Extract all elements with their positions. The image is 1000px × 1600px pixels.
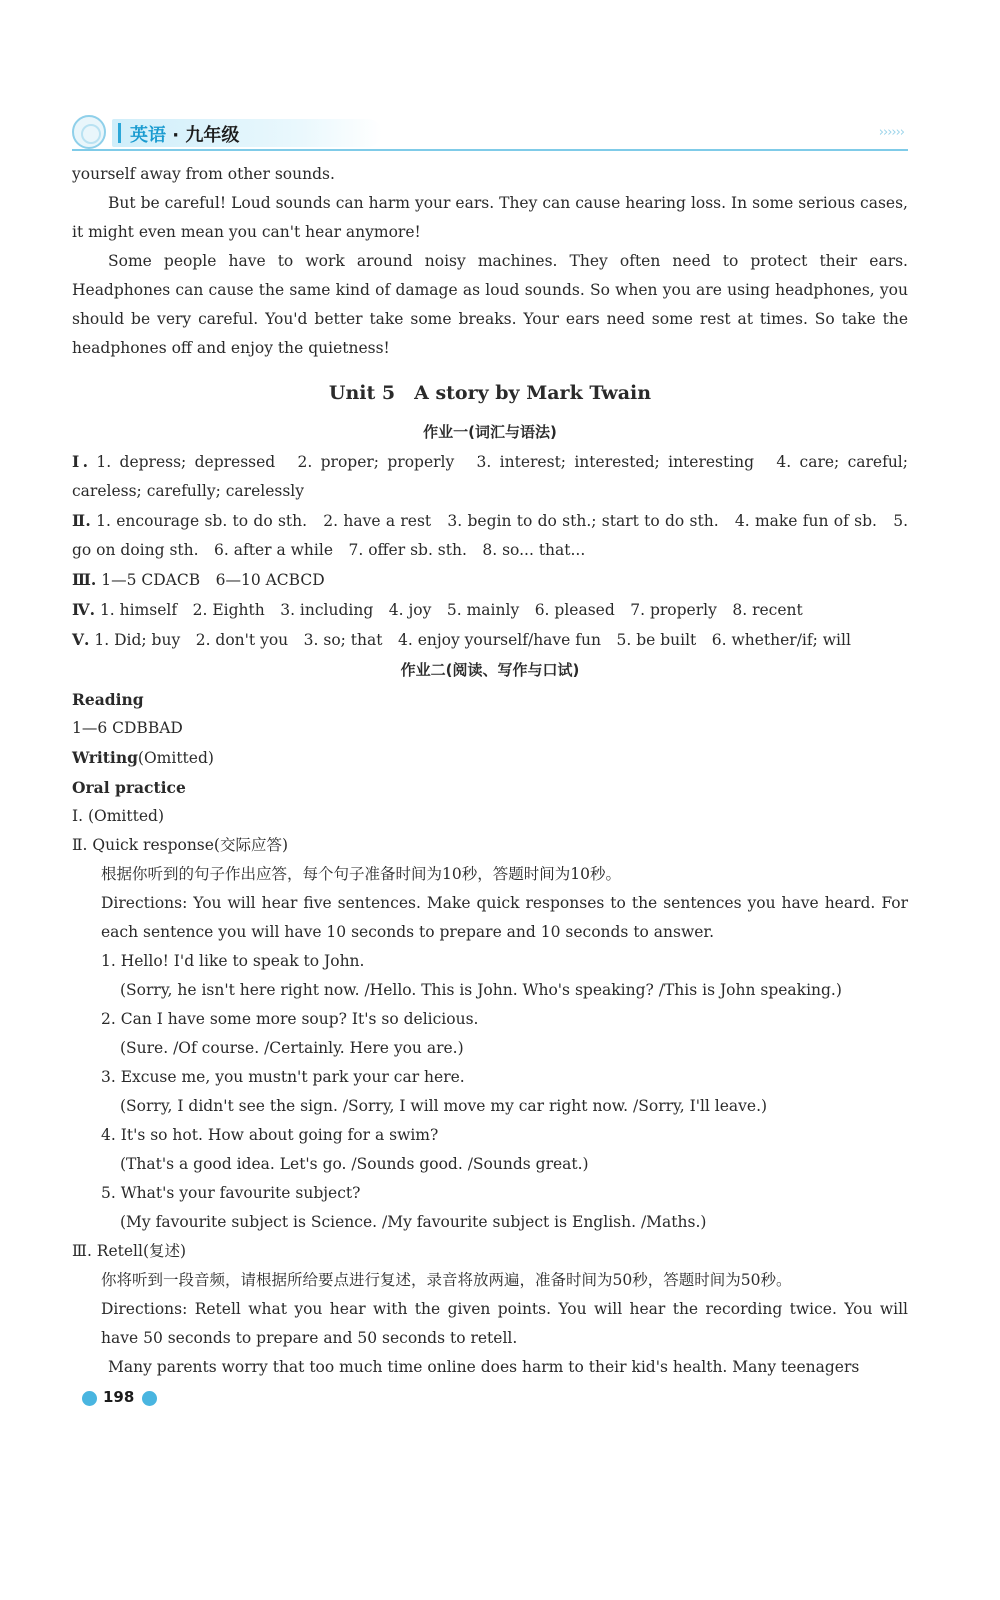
oral-part-3-instructions-cn: 你将听到一段音频，请根据所给要点进行复述，录音将放两遍，准备时间为50秒，答题时间为50秒。 bbox=[101, 1271, 792, 1289]
header-accent-bar bbox=[118, 123, 121, 143]
oral-part-2-title: Ⅱ. Quick response(交际应答) bbox=[72, 836, 289, 854]
header-grade: 九年级 bbox=[185, 125, 240, 146]
homework-2-title: 作业二(阅读、写作与口试) bbox=[400, 661, 580, 679]
item-text: 1—5 CDACB 6—10 ACBCD bbox=[101, 571, 325, 589]
header-circle-icon bbox=[72, 115, 106, 149]
header-subject: 英语 bbox=[130, 125, 166, 146]
item-text: 1. depress; depressed 2. proper; properly 3. interest; interested; interesting 4. care; careful; careless; carefully; carelessly bbox=[72, 453, 908, 500]
item-number: Ⅴ. bbox=[72, 630, 90, 649]
writing-line bbox=[72, 743, 908, 773]
item-number: Ⅲ. bbox=[72, 570, 97, 589]
answer-item bbox=[72, 506, 908, 565]
writing-label: Writing bbox=[72, 748, 138, 767]
response: (That's a good idea. Let's go. /Sounds good. /Sounds great.) bbox=[120, 1155, 589, 1173]
answer-item bbox=[72, 625, 908, 655]
item-number: Ⅱ. bbox=[72, 511, 91, 530]
question: 5. What's your favourite subject? bbox=[101, 1184, 361, 1202]
reading-answers: 1—6 CDBBAD bbox=[72, 719, 183, 737]
header-separator: · bbox=[172, 125, 180, 146]
oral-part-2-directions: Directions: You will hear five sentences. Make quick responses to the sentences you have heard. For each sentence you will have 10 seconds to prepare and 10 seconds to answer. bbox=[101, 894, 908, 941]
oral-part-1: Ⅰ. (Omitted) bbox=[72, 807, 164, 825]
item-text: 1. Did; buy 2. don't you 3. so; that 4. enjoy yourself/have fun 5. be built 6. whether/if; will bbox=[94, 631, 851, 649]
retell-passage: Many parents worry that too much time online does harm to their kid's health. Many teenagers bbox=[108, 1358, 860, 1376]
oral-part-2-instructions-cn: 根据你听到的句子作出应答，每个句子准备时间为10秒，答题时间为10秒。 bbox=[101, 865, 621, 883]
response: (Sorry, he isn't here right now. /Hello. This is John. Who's speaking? /This is John speaking.) bbox=[120, 981, 842, 999]
page-number-dot-icon bbox=[82, 1391, 97, 1406]
header-arrows-icon: ›››››› bbox=[878, 125, 904, 140]
response: (Sure. /Of course. /Certainly. Here you are.) bbox=[120, 1039, 464, 1057]
homework-1-title: 作业一(词汇与语法) bbox=[423, 423, 557, 441]
page-content bbox=[72, 160, 908, 1382]
passage-paragraph: yourself away from other sounds. bbox=[72, 165, 335, 183]
response: (My favourite subject is Science. /My favourite subject is English. /Maths.) bbox=[120, 1213, 707, 1231]
oral-practice-label: Oral practice bbox=[72, 778, 186, 797]
question: 4. It's so hot. How about going for a swim? bbox=[101, 1126, 439, 1144]
oral-part-3-directions: Directions: Retell what you hear with the given points. You will hear the recording twice. You will have 50 seconds to prepare and 50 seconds to retell. bbox=[101, 1300, 908, 1347]
answer-item bbox=[72, 565, 908, 595]
header-rule bbox=[72, 149, 908, 151]
answer-item bbox=[72, 447, 908, 506]
passage-paragraph: But be careful! Loud sounds can harm your ears. They can cause hearing loss. In some serious cases, it might even mean you can't hear anymore! bbox=[72, 194, 908, 241]
item-text: 1. encourage sb. to do sth. 2. have a rest 3. begin to do sth.; start to do sth. 4. make fun of sb. 5. go on doing sth. 6. after a while 7. offer sb. sth. 8. so... that... bbox=[72, 512, 908, 559]
unit-title: Unit 5 A story by Mark Twain bbox=[328, 382, 652, 404]
passage-paragraph: Some people have to work around noisy machines. They often need to protect their ears. Headphones can cause the same kind of damage as loud sounds. So when you are using headphones, you should be very careful. You'd better take some breaks. Your ears need some rest at times. So take the headphones off and enjoy the quietness! bbox=[72, 252, 908, 357]
page-number-text: 198 bbox=[103, 1388, 135, 1406]
answer-item bbox=[72, 595, 908, 625]
reading-label: Reading bbox=[72, 690, 144, 709]
page-number-dot-icon bbox=[142, 1391, 157, 1406]
question: 3. Excuse me, you mustn't park your car here. bbox=[101, 1068, 465, 1086]
question: 2. Can I have some more soup? It's so delicious. bbox=[101, 1010, 479, 1028]
header-title bbox=[130, 121, 239, 147]
oral-part-3-title: Ⅲ. Retell(复述) bbox=[72, 1242, 187, 1260]
item-text: 1. himself 2. Eighth 3. including 4. joy 5. mainly 6. pleased 7. properly 8. recent bbox=[99, 601, 803, 619]
page-header bbox=[72, 115, 908, 151]
item-number: Ⅳ. bbox=[72, 600, 95, 619]
response: (Sorry, I didn't see the sign. /Sorry, I will move my car right now. /Sorry, I'll leave.) bbox=[120, 1097, 768, 1115]
item-number: Ⅰ. bbox=[72, 452, 89, 471]
writing-note: (Omitted) bbox=[137, 749, 214, 767]
question: 1. Hello! I'd like to speak to John. bbox=[101, 952, 365, 970]
